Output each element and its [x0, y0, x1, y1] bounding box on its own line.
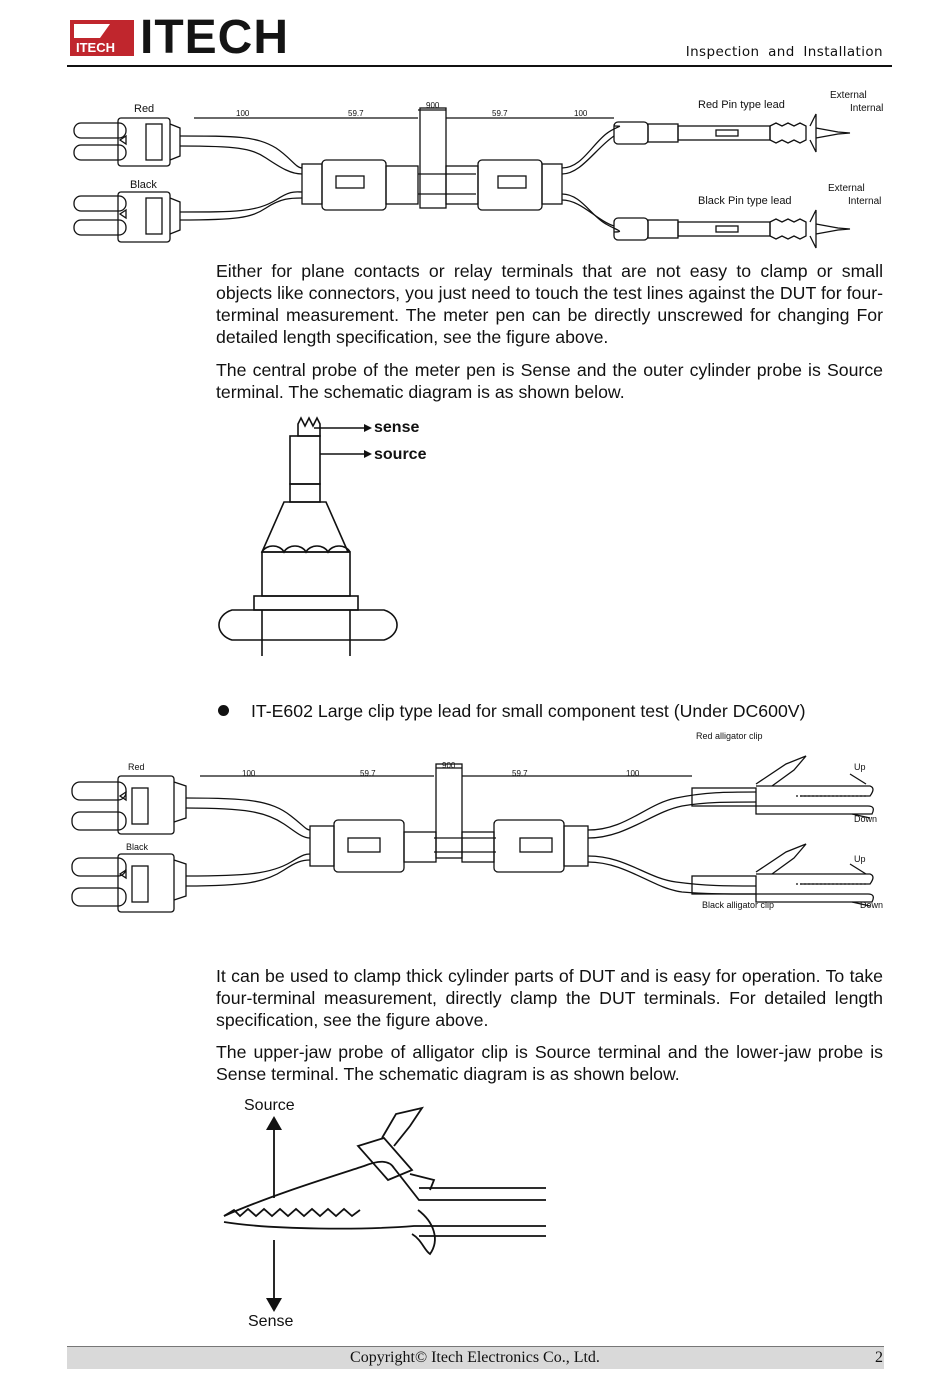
fig1-black-lead: Black Pin type lead [698, 195, 792, 207]
fig2-dim-2: 59.7 [360, 769, 376, 778]
fig1-dim-1: 100 [236, 109, 250, 118]
fig1-internal-1: Internal [850, 103, 884, 114]
logo-badge-text: ITECH [76, 40, 115, 55]
fig2-up-1: Up [854, 762, 866, 772]
fig1-dim-5: 100 [574, 109, 588, 118]
fig1-dim-3: 900 [426, 101, 440, 110]
fig2-down-1: Down [854, 814, 878, 824]
paragraph-pin-lead-usage: Either for plane contacts or relay terminals that are not easy to clamp or small objects like connectors, you just need to touch the test lines against the DUT for four-terminal measurement. The meter pen can be directly unscrewed for changing For detailed length specification, see the figure above. [216, 261, 883, 347]
header-divider [67, 65, 892, 67]
probe-source-label: source [374, 446, 427, 463]
bullet-dot-icon [218, 705, 229, 716]
fig2-dim-4: 59.7 [512, 769, 528, 778]
fig2-label-red: Red [128, 762, 145, 772]
fig2-red-clip-label: Red alligator clip [696, 731, 763, 741]
fig2-dim-1: 100 [242, 769, 256, 778]
paragraph-clip-lead-usage: It can be used to clamp thick cylinder parts of DUT and is easy for operation. To take four-terminal measurement, directly clamp the DUT terminals. For detailed length specification, see the figure above. [216, 966, 883, 1030]
fig1-external-1: External [830, 90, 867, 101]
pin-type-lead-figure [66, 86, 896, 256]
paragraph-pin-lead-terminals: The central probe of the meter pen is Sense and the outer cylinder probe is Source terminal. The schematic diagram is as shown below. [216, 360, 883, 402]
logo-text: ITECH [140, 11, 289, 64]
alligator-clip-schematic [214, 1090, 554, 1330]
fig2-down-2: Down [860, 900, 884, 910]
fig1-internal-2: Internal [848, 196, 882, 207]
paragraph-clip-lead-terminals: The upper-jaw probe of alligator clip is Source terminal and the lower-jaw probe is Sense terminal. The schematic diagram is as shown below. [216, 1042, 883, 1084]
fig1-dim-2: 59.7 [348, 109, 364, 118]
fig2-dim-5: 100 [626, 769, 640, 778]
fig2-label-black: Black [126, 842, 149, 852]
fig1-red-lead: Red Pin type lead [698, 99, 785, 111]
fig1-label-black: Black [130, 179, 157, 191]
clip-source-label: Source [244, 1097, 295, 1114]
clip-sense-label: Sense [248, 1313, 294, 1330]
section-title: Inspection and Installation [685, 44, 883, 60]
alligator-clip-lead-figure [66, 728, 896, 918]
fig1-label-red: Red [134, 103, 155, 115]
fig1-dim-4: 59.7 [492, 109, 508, 118]
bullet-text: IT-E602 Large clip type lead for small component test (Under DC600V) [251, 701, 806, 721]
probe-sense-label: sense [374, 419, 420, 436]
bullet-item-it-e602 [218, 700, 805, 722]
fig2-dim-3: 900 [442, 761, 456, 770]
page-number: 2 [875, 1349, 883, 1366]
footer-copyright: Copyright© Itech Electronics Co., Ltd. [350, 1349, 600, 1366]
fig2-black-clip-label: Black alligator clip [702, 900, 775, 910]
fig1-external-2: External [828, 183, 865, 194]
fig2-up-2: Up [854, 854, 866, 864]
itech-logo [70, 11, 300, 64]
meter-pen-schematic [214, 412, 444, 662]
logo-badge-icon [70, 20, 134, 56]
